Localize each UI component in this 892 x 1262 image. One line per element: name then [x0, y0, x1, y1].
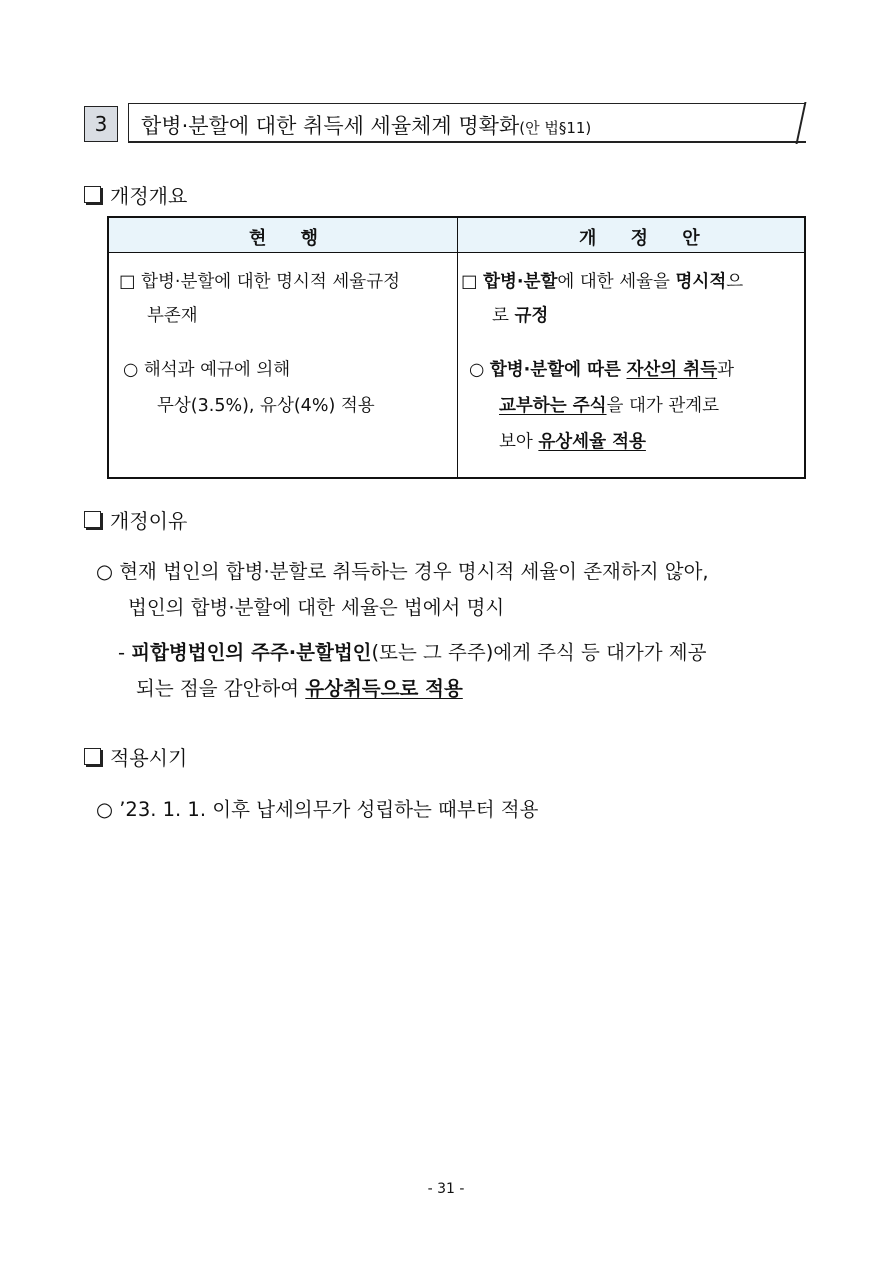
- proposed-l1-end: 으: [726, 272, 744, 292]
- header-current: 현 행: [249, 228, 333, 249]
- proposed-sub-3: [499, 424, 646, 460]
- reason-detail-pre: 되는 점을 감안하여: [136, 677, 306, 700]
- reason-detail-underline: 유상취득으로 적용: [305, 677, 463, 700]
- proposed-sub-2: [499, 388, 719, 424]
- checkbox-icon: [84, 748, 101, 765]
- proposed-l2-bold: 규정: [514, 306, 549, 326]
- section-reason-label: 개정이유: [110, 509, 188, 533]
- title-ref: (안 법§11): [519, 119, 592, 137]
- reason-detail-line-2: [136, 673, 463, 701]
- proposed-l2-pre: 로: [492, 306, 515, 326]
- proposed-s1-bold: 합병·분할에 따른: [489, 360, 621, 380]
- proposed-s1-end: 과: [717, 360, 735, 380]
- title-bar-slant: [796, 102, 807, 144]
- section-reason-heading: [84, 505, 187, 534]
- current-sub-1: ○ 해석과 예규에 의해: [123, 360, 291, 380]
- section-effective-heading: [84, 742, 187, 771]
- proposed-s2-end: 을 대가 관계로: [606, 396, 720, 416]
- page-title: [141, 110, 591, 140]
- comparison-table: [107, 216, 806, 479]
- current-line-1: □ 합병·분할에 대한 명시적 세율규정: [119, 272, 401, 292]
- proposed-s1-underline: 자산의 취득: [626, 360, 718, 380]
- effective-line: ○ ’23. 1. 1. 이후 납세의무가 성립하는 때부터 적용: [96, 798, 539, 821]
- section-effective-label: 적용시기: [110, 746, 188, 770]
- reason-detail-line-1: [118, 637, 706, 665]
- reason-detail-bold: 피합병법인의 주주·분할법인: [131, 641, 372, 664]
- proposed-l1-bold-2: 명시적: [675, 272, 727, 292]
- section-number-badge: 3: [84, 106, 118, 142]
- proposed-s2-underline: 교부하는 주식: [499, 396, 607, 416]
- checkbox-icon: [84, 186, 101, 203]
- proposed-s1-mark: ○: [469, 360, 490, 380]
- section-overview-label: 개정개요: [110, 184, 188, 208]
- page-number: - 31 -: [427, 1181, 465, 1197]
- title-bar: [128, 103, 806, 143]
- checkbox-icon: [84, 511, 101, 528]
- proposed-s3-underline: 유상세율 적용: [538, 432, 646, 452]
- reason-bullet-line-2: 법인의 합병·분할에 대한 세율은 법에서 명시: [128, 596, 505, 619]
- reason-dash: -: [118, 641, 132, 664]
- reason-bullet-line-1: ○ 현재 법인의 합병·분할로 취득하는 경우 명시적 세율이 존재하지 않아,: [96, 560, 709, 583]
- table-divider: [457, 218, 458, 477]
- proposed-l1-mark: □: [461, 272, 484, 292]
- proposed-l1-bold-1: 합병·분할: [483, 272, 558, 292]
- reason-detail-mid: (또는 그 주주)에게 주식 등 대가가 제공: [371, 641, 707, 664]
- section-overview-heading: [84, 180, 187, 209]
- current-line-2: 부존재: [147, 306, 198, 326]
- title-main: 합병·분할에 대한 취득세 세율체계 명확화: [141, 114, 520, 138]
- proposed-line-1: [461, 264, 743, 300]
- proposed-s3-pre: 보아: [499, 432, 539, 452]
- proposed-sub-1: [469, 352, 734, 388]
- current-sub-2: 무상(3.5%), 유상(4%) 적용: [157, 396, 375, 416]
- header-proposed: 개 정 안: [579, 228, 714, 249]
- proposed-l1-mid: 에 대한 세율을: [557, 272, 676, 292]
- proposed-line-2: [492, 298, 548, 334]
